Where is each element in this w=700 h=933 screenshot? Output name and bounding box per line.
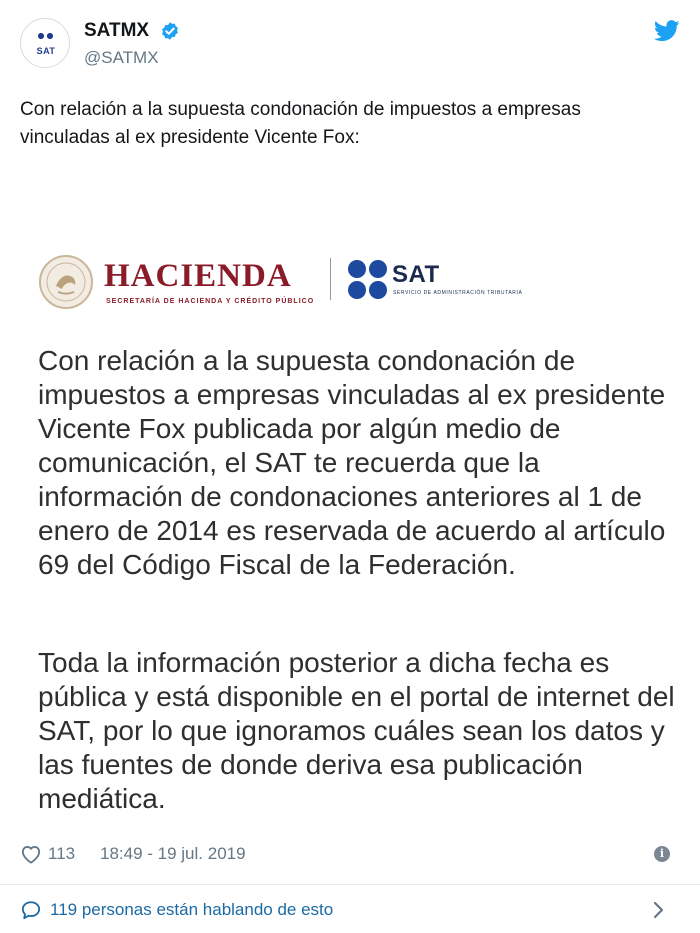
tweet-image-card[interactable]	[0, 232, 700, 837]
heart-icon[interactable]	[20, 844, 42, 864]
conversation-label: 119 personas están hablando de esto	[50, 900, 334, 919]
twitter-bird-icon[interactable]	[654, 20, 680, 42]
avatar-dots-lower	[38, 27, 54, 39]
verified-badge-icon	[160, 21, 180, 41]
user-handle[interactable]: @SATMX	[84, 48, 159, 67]
sat-logo-text: SAT	[392, 261, 440, 288]
sat-logo-icon	[348, 260, 388, 300]
author-block	[84, 20, 180, 68]
card-paragraph-2: Toda la información posterior a dicha fecha es pública y está disponible en el portal de internet del SAT, por lo que ignoramos cuáles sean los datos y las fuentes de donde deriva esa publicación mediática.	[38, 647, 675, 814]
section-divider	[0, 884, 700, 885]
tweet-text: Con relación a la supuesta condonación de impuestos a empresas vinculadas al ex presidente Vicente Fox:	[20, 99, 581, 148]
sat-subtitle: SERVICIO DE ADMINISTRACIÓN TRIBUTARIA	[393, 290, 523, 296]
mexican-seal-icon	[38, 254, 94, 310]
info-icon[interactable]: i	[654, 846, 670, 862]
avatar[interactable]	[20, 18, 70, 68]
like-count[interactable]: 113	[48, 844, 76, 863]
conversation-link[interactable]	[20, 898, 680, 926]
speech-bubble-icon	[20, 900, 42, 920]
tweet-header	[20, 18, 680, 74]
logos-banner	[38, 252, 558, 322]
tweet-meta	[20, 842, 680, 868]
avatar-label: SAT	[36, 46, 56, 56]
display-name[interactable]: SATMX	[84, 20, 150, 41]
hacienda-subtitle: SECRETARÍA DE HACIENDA Y CRÉDITO PÚBLICO	[106, 298, 315, 305]
chevron-right-icon	[652, 900, 666, 920]
tweet-timestamp[interactable]: 18:49 - 19 jul. 2019	[100, 844, 246, 863]
logo-divider	[330, 258, 331, 300]
hacienda-logo-text: HACIENDA	[104, 258, 292, 294]
card-paragraph-1: Con relación a la supuesta condonación de impuestos a empresas vinculadas al ex presidente Vicente Fox publicada por algún medio de comunicación, el SAT te recuerda que la información de condonaciones anteriores al 1 de enero de 2014 es reservada de acuerdo al artículo 69 del Código Fiscal de la Federación.	[38, 345, 666, 580]
